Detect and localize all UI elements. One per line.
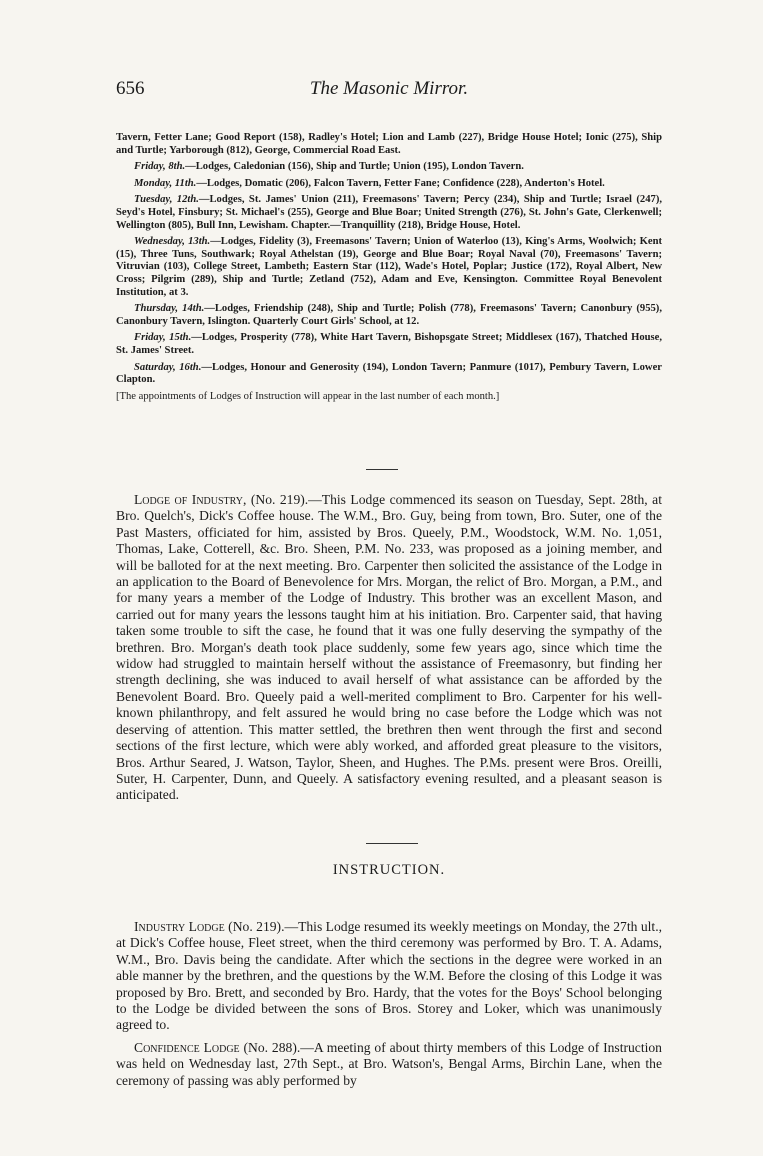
listing-day: Friday, 15th. xyxy=(134,332,192,344)
listing-text: —Lodges, Caledonian (156), Ship and Turtle; Union (195), London Tavern. xyxy=(185,161,524,173)
listing-entry xyxy=(116,362,662,387)
listing-day: Friday, 8th. xyxy=(134,161,186,173)
listing-day: Monday, 11th. xyxy=(134,177,197,189)
instruction-lead: Confidence Lodge xyxy=(134,1039,240,1055)
report-paragraph xyxy=(116,492,662,804)
instruction-text: (No. 288).—A meeting of about thirty members of this Lodge of Instruction was held on Wednesday last, 27th Sept., at Bro. Watson's, Bengal Arms, Birchin Lane, when the ceremony of passing was ably performed by xyxy=(116,1039,662,1088)
listing-text: —Lodges, Fidelity (3), Freemasons' Tavern; Union of Waterloo (13), King's Arms, Woolwich; Kent (15), Three Tuns, Southwark; Royal Athelstan (19), George and Blue Boar; Royal Naval (70), Freemasons' Tavern; Vitruvian (103), College Street, Lambeth; Eastern Star (112), Wade's Hotel, Poplar; Justice (172), Royal Albert, New Cross; Pilgrim (289), Ship and Turtle; Zetland (752), Adam and Eve, Kensington. Committee Royal Benevolent Institution, at 3. xyxy=(116,236,663,298)
running-title: The Masonic Mirror. xyxy=(309,78,469,99)
listing-day: Saturday, 16th. xyxy=(134,361,202,373)
listing-entry xyxy=(116,161,662,174)
listing-day: Wednesday, 13th. xyxy=(134,236,211,248)
lodge-of-industry-report xyxy=(116,492,662,804)
report-heading: Lodge of Industry, xyxy=(134,492,247,507)
listing-entry xyxy=(116,132,662,157)
report-text: (No. 219).—This Lodge commenced its season on Tuesday, Sept. 28th, at Bro. Quelch's, Dick's Coffee house. The W.M., Bro. Guy, being from town, Bro. Suter, one of the Past Masters, officiated for him, assisted by Bros. Queely, P.M., Woodstock, W.M. No. 1,051, Thomas, Lake, Cotterell, &c. Bro. Sheen, P.M. No. 233, was proposed as a joining member, and will be balloted for at the next meeting. Bro. Carpenter then solicited the assistance of the Lodge in an application to the Board of Benevolence for Mrs. Morgan, the relict of Bro. Morgan, a P.M., and for many years a member of the Lodge of Industry. This brother was an excellent Mason, and carried out for many years the lessons taught him at his initiation. Bro. Carpenter said, that having taken some trouble to sift the case, he found that it was one fully deserving the sympathy of the brethren. Bro. Morgan's death took place suddenly, some few years ago, since which time the widow had struggled to maintain herself without the assistance of Freemasonry, but finding her strength declining, she was induced to avail herself of what assistance can be afforded by the Benevolent Board. Bro. Queely paid a well-merited compliment to Bro. Carpenter for his well-known philanthropy, and felt assured he would bring no case before the Lodge which was not deserving of attention. This matter settled, the brethren then went through the first and second sections of the first lecture, which were ably worked, and afforded great pleasure to the visitors, Bros. Arthur Seared, J. Watson, Taylor, Sheen, and Hughes. The P.Ms. present were Bros. Oreilli, Suter, H. Carpenter, Dunn, and Queely. A satisfactory evening resulted, and a pleasant season is anticipated. xyxy=(116,492,662,803)
instruction-paragraph xyxy=(116,1040,662,1089)
listing-text: Tavern, Fetter Lane; Good Report (158), Radley's Hotel; Lion and Lamb (227), Bridge House Hotel; Ionic (275), Ship and Turtle; Yarborough (812), George, Commercial Road East. xyxy=(116,132,662,156)
listing-day: Thursday, 14th. xyxy=(134,303,205,315)
instruction-text: (No. 219).—This Lodge resumed its weekly meetings on Monday, the 27th ult., at Dick's Coffee house, Fleet street, when the third ceremony was performed by Bro. T. A. Adams, W.M., Bro. Davis being the candidate. After which the sections in the degree were worked in an able manner by the brethren, and the questions by the W.M. Before the closing of this Lodge it was proposed by Bro. Brett, and seconded by Bro. Hardy, that the votes for the Boys' School belonging to the Lodge be divided between the sons of Bros. Storey and Loker, which was unanimously agreed to. xyxy=(116,919,662,1033)
instruction-note: [The appointments of Lodges of Instruction will appear in the last number of each month.] xyxy=(116,390,500,402)
listing-entry xyxy=(116,332,662,357)
listing-text: —Lodges, Domatic (206), Falcon Tavern, Fetter Fane; Confidence (228), Anderton's Hotel. xyxy=(196,177,605,189)
instruction-lead: Industry Lodge xyxy=(134,919,225,934)
section-divider xyxy=(366,843,418,844)
lodge-meetings-listing xyxy=(116,132,662,407)
instruction-section xyxy=(116,919,662,1095)
listing-entry xyxy=(116,178,662,191)
listing-entry xyxy=(116,303,662,328)
section-divider xyxy=(366,469,398,470)
instruction-paragraph xyxy=(116,919,662,1034)
listing-text: —Lodges, Honour and Generosity (194), London Tavern; Panmure (1017), Pembury Tavern, Lower Clapton. xyxy=(116,361,662,386)
listing-day: Tuesday, 12th. xyxy=(134,194,199,206)
listing-text: —Lodges, St. James' Union (211), Freemasons' Tavern; Percy (234), Ship and Turtle; Israel (247), Seyd's Hotel, Finsbury; St. Michael's (255), George and Blue Boar; United Strength (276), St. John's Gate, Clerkenwell; Wellington (805), Bull Inn, Lewisham. Chapter.—Tranquillity (218), Bridge House, Hotel. xyxy=(116,194,662,231)
page-number: 656 xyxy=(116,78,145,99)
section-heading: INSTRUCTION. xyxy=(332,862,446,878)
page-header xyxy=(116,78,662,108)
listing-entry xyxy=(116,194,662,232)
listing-text: —Lodges, Prosperity (778), White Hart Tavern, Bishopsgate Street; Middlesex (167), Thatched House, St. James' Street. xyxy=(116,332,662,356)
listing-text: —Lodges, Friendship (248), Ship and Turtle; Polish (778), Freemasons' Tavern; Canonbury (955), Canonbury Tavern, Islington. Quarterly Court Girls' School, at 12. xyxy=(116,303,662,327)
listing-entry xyxy=(116,236,662,299)
